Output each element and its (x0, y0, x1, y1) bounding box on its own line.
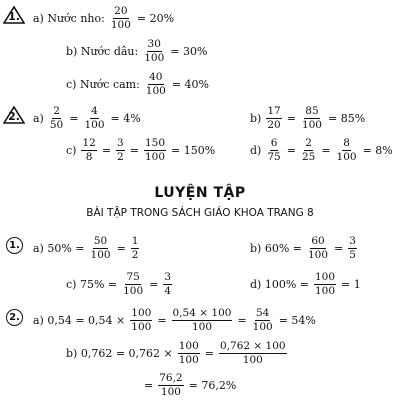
numerator: 3 (348, 236, 357, 249)
numerator: 40 (148, 72, 163, 85)
fraction (83, 106, 105, 131)
answer-1b (63, 39, 210, 64)
equals-sign: = (129, 144, 139, 158)
marker-label: 1. (9, 240, 20, 251)
fraction (314, 272, 336, 297)
numerator: 100 (178, 341, 200, 354)
answer-label: b) 60% = (250, 242, 302, 256)
fraction (336, 138, 358, 163)
answer-1c (63, 72, 212, 97)
fraction (172, 308, 233, 333)
answer-result: = 150% (171, 144, 216, 158)
numerator: 30 (147, 39, 162, 52)
fraction (131, 236, 140, 261)
denominator: 100 (145, 85, 166, 98)
exercise-1-circle-marker (6, 237, 23, 254)
fraction (266, 138, 281, 163)
denominator: 100 (252, 321, 273, 334)
denominator: 100 (315, 285, 336, 298)
numerator: 100 (314, 272, 336, 285)
answer-result: = 85% (327, 112, 366, 126)
equals-sign: = (321, 144, 331, 158)
denominator: 4 (164, 285, 172, 298)
section-subtitle: BÀI TẬP TRONG SÁCH GIÁO KHOA TRANG 8 (86, 207, 314, 219)
equals-sign: = (101, 144, 112, 158)
numerator: 76,2 (158, 373, 183, 386)
answer-2a (30, 106, 144, 131)
numerator: 3 (163, 272, 172, 285)
denominator: 50 (49, 119, 64, 132)
answer-result: = 8% (362, 144, 393, 158)
answer-label: c) (66, 144, 77, 158)
equals-sign: = (237, 314, 247, 328)
practice-1b (247, 236, 359, 261)
numerator: 6 (270, 138, 279, 151)
answer-result: = 4% (110, 112, 141, 126)
answer-label: a) Nước nho: (33, 12, 105, 26)
denominator: 100 (160, 386, 181, 399)
fraction (348, 236, 357, 261)
numerator: 50 (93, 236, 108, 249)
denominator: 100 (90, 249, 111, 262)
answer-label: c) Nước cam: (66, 78, 140, 92)
denominator: 25 (301, 151, 316, 164)
denominator: 100 (178, 354, 199, 367)
numerator: 3 (116, 138, 125, 151)
equals-sign: = (157, 314, 167, 328)
fraction (163, 272, 172, 297)
practice-1d (247, 272, 364, 297)
numerator: 12 (81, 138, 96, 151)
answer-label: b) Nước dâu: (66, 45, 139, 59)
answer-label: d) (250, 144, 262, 158)
equals-sign: = (204, 347, 214, 361)
denominator: 100 (191, 321, 212, 334)
answer-2c (63, 138, 218, 163)
answer-label: a) 50% = (33, 242, 85, 256)
answer-1a (30, 6, 177, 31)
answer-result: = 20% (136, 12, 175, 26)
marker-label: 1. (8, 10, 20, 23)
numerator: 17 (266, 106, 281, 119)
exercise-2-triangle-marker (3, 106, 25, 124)
section-title: LUYỆN TẬP (154, 185, 246, 201)
fraction (252, 308, 274, 333)
answer-2b (247, 106, 368, 131)
answer-label: a) 0,54 = 0,54 × (33, 314, 126, 328)
fraction (145, 72, 167, 97)
fraction (49, 106, 64, 131)
equals-sign: = (334, 242, 344, 256)
numerator: 0,54 × 100 (172, 308, 233, 321)
fraction (110, 6, 132, 31)
equals-sign: = (286, 112, 296, 126)
numerator: 54 (255, 308, 270, 321)
answer-label: b) (250, 112, 262, 126)
numerator: 4 (90, 106, 99, 119)
practice-2b (63, 341, 289, 366)
fraction (307, 236, 329, 261)
answer-label: b) 0,762 = 0,762 × (66, 347, 173, 361)
numerator: 1 (131, 236, 140, 249)
fraction (122, 272, 144, 297)
denominator: 100 (301, 119, 322, 132)
fraction (301, 138, 316, 163)
numerator: 100 (130, 308, 152, 321)
numerator: 60 (310, 236, 325, 249)
denominator: 100 (308, 249, 329, 262)
denominator: 2 (117, 151, 124, 164)
practice-2b-continued (141, 373, 239, 398)
denominator: 20 (267, 119, 281, 132)
answer-result: = 54% (278, 314, 316, 328)
denominator: 100 (123, 285, 144, 298)
fraction (116, 138, 125, 163)
fraction (219, 341, 287, 366)
exercise-1-triangle-marker (3, 6, 25, 24)
answer-result: = 76,2% (188, 379, 237, 393)
denominator: 8 (85, 151, 93, 164)
answer-label: a) (33, 112, 44, 126)
denominator: 100 (242, 354, 263, 367)
answer-label: c) 75% = (66, 278, 118, 292)
numerator: 20 (113, 6, 128, 19)
numerator: 2 (52, 106, 61, 119)
numerator: 85 (304, 106, 319, 119)
denominator: 100 (144, 151, 165, 164)
denominator: 2 (131, 249, 139, 262)
marker-label: 2. (8, 110, 20, 123)
answer-result: = 30% (170, 45, 208, 59)
fraction (301, 106, 323, 131)
fraction (144, 138, 166, 163)
fraction (130, 308, 152, 333)
practice-1a (30, 236, 141, 261)
practice-1c (63, 272, 174, 297)
equals-sign: = (286, 144, 296, 158)
numerator: 150 (144, 138, 166, 151)
numerator: 0,762 × 100 (219, 341, 287, 354)
fraction (81, 138, 96, 163)
answer-label: d) 100% = (250, 278, 309, 292)
practice-2a (30, 308, 319, 333)
equals-sign: = (144, 379, 154, 393)
equals-sign: = (116, 242, 126, 256)
fraction (90, 236, 112, 261)
denominator: 100 (110, 19, 131, 32)
answer-result: = 1 (341, 278, 361, 292)
denominator: 100 (131, 321, 152, 334)
denominator: 100 (84, 119, 105, 132)
answer-result: = 40% (171, 78, 210, 92)
exercise-2-circle-marker (6, 309, 23, 326)
equals-sign: = (69, 112, 79, 126)
numerator: 2 (304, 138, 313, 151)
equals-sign: = (149, 278, 159, 292)
denominator: 100 (144, 52, 165, 65)
denominator: 5 (349, 249, 356, 262)
marker-label: 2. (9, 312, 20, 323)
fraction (266, 106, 281, 131)
answer-2d (247, 138, 396, 163)
denominator: 75 (267, 151, 281, 164)
fraction (158, 373, 183, 398)
numerator: 8 (342, 138, 351, 151)
denominator: 100 (336, 151, 357, 164)
fraction (178, 341, 200, 366)
numerator: 75 (125, 272, 140, 285)
fraction (143, 39, 165, 64)
